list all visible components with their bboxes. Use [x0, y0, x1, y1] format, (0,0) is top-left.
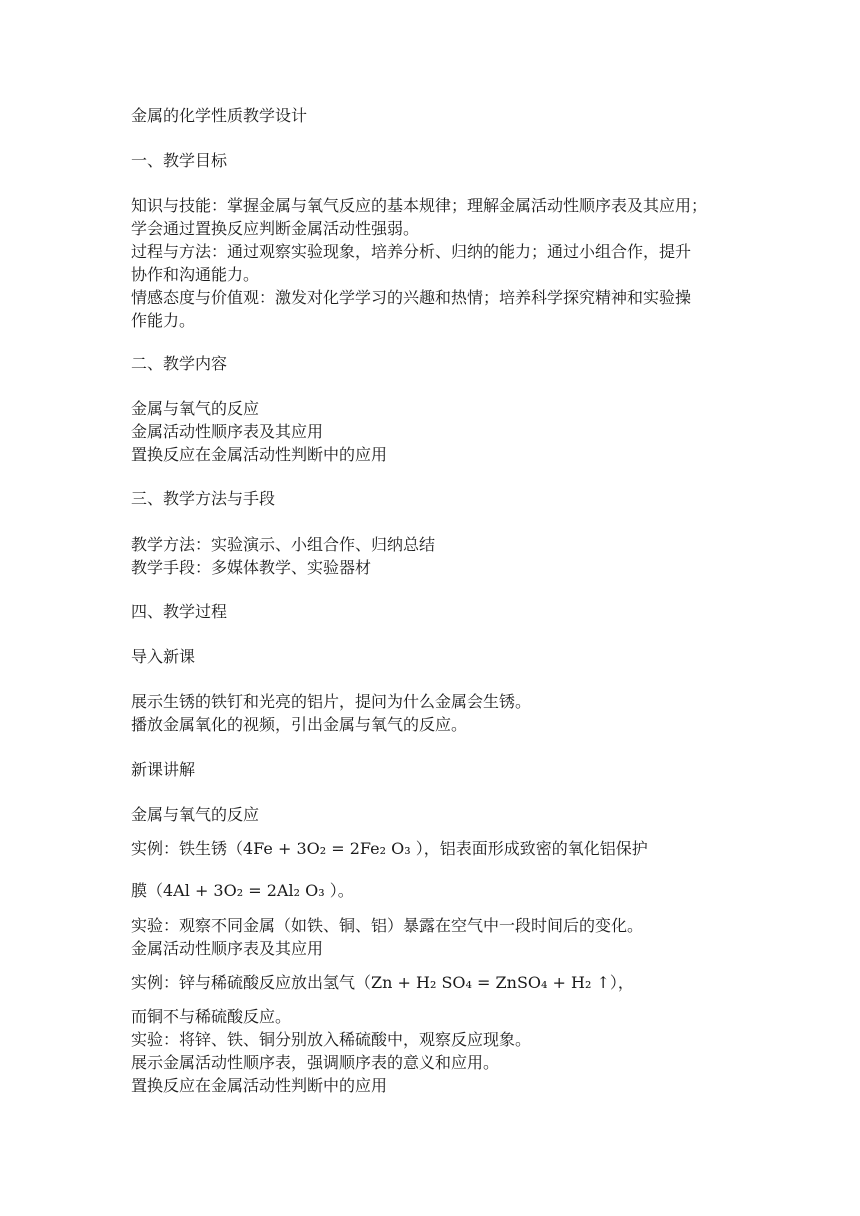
content-item: 金属活动性顺序表及其应用	[131, 422, 324, 441]
subheading-intro: 导入新课	[131, 647, 196, 666]
section-heading-methods: 三、教学方法与手段	[131, 489, 276, 508]
content-item: 金属与氧气的反应	[131, 399, 260, 418]
intro-line-1: 展示生锈的铁钉和光亮的铝片，提问为什么金属会生锈。	[131, 692, 532, 711]
topic-heading-displacement: 置换反应在金属活动性判断中的应用	[131, 1076, 388, 1095]
methods-teaching-means: 教学手段：多媒体教学、实验器材	[131, 558, 372, 577]
goal-knowledge-line-1: 知识与技能：掌握金属与氧气反应的基本规律；理解金属活动性顺序表及其应用；	[131, 196, 708, 215]
activity-example-line-2: 而铜不与稀硫酸反应。	[131, 1007, 292, 1026]
activity-example-line-1: 实例：锌与稀硫酸反应放出氢气（Zn + H₂ SO₄ = ZnSO₄ + H₂ ↑），	[131, 973, 634, 992]
section-heading-goals: 一、教学目标	[131, 151, 228, 170]
goal-emotion-line-2: 作能力。	[131, 311, 196, 330]
goal-process-line-2: 协作和沟通能力。	[131, 265, 260, 284]
goal-process-line-1: 过程与方法：通过观察实验现象，培养分析、归纳的能力；通过小组合作，提升	[131, 242, 692, 261]
topic-heading-oxygen: 金属与氧气的反应	[131, 805, 260, 824]
oxygen-example-line-1: 实例：铁生锈（4Fe + 3O₂ = 2Fe₂ O₃ ），铝表面形成致密的氧化铝保护	[131, 839, 648, 858]
oxygen-example-line-2: 膜（4Al + 3O₂ = 2Al₂ O₃ ）。	[131, 881, 354, 900]
goal-emotion-line-1: 情感态度与价值观：激发对化学学习的兴趣和热情；培养科学探究精神和实验操	[131, 288, 692, 307]
oxygen-experiment: 实验：观察不同金属（如铁、铜、铝）暴露在空气中一段时间后的变化。	[131, 916, 644, 935]
methods-teaching-method: 教学方法：实验演示、小组合作、归纳总结	[131, 535, 436, 554]
section-heading-process: 四、教学过程	[131, 602, 228, 621]
content-item: 置换反应在金属活动性判断中的应用	[131, 445, 388, 464]
section-heading-content: 二、教学内容	[131, 354, 228, 373]
document-title: 金属的化学性质教学设计	[131, 106, 308, 125]
subheading-lecture: 新课讲解	[131, 760, 196, 779]
goal-knowledge-line-2: 学会通过置换反应判断金属活动性强弱。	[131, 219, 420, 238]
intro-line-2: 播放金属氧化的视频，引出金属与氧气的反应。	[131, 715, 468, 734]
topic-heading-activity: 金属活动性顺序表及其应用	[131, 939, 324, 958]
activity-show-table: 展示金属活动性顺序表，强调顺序表的意义和应用。	[131, 1053, 500, 1072]
activity-experiment: 实验：将锌、铁、铜分别放入稀硫酸中，观察反应现象。	[131, 1030, 532, 1049]
